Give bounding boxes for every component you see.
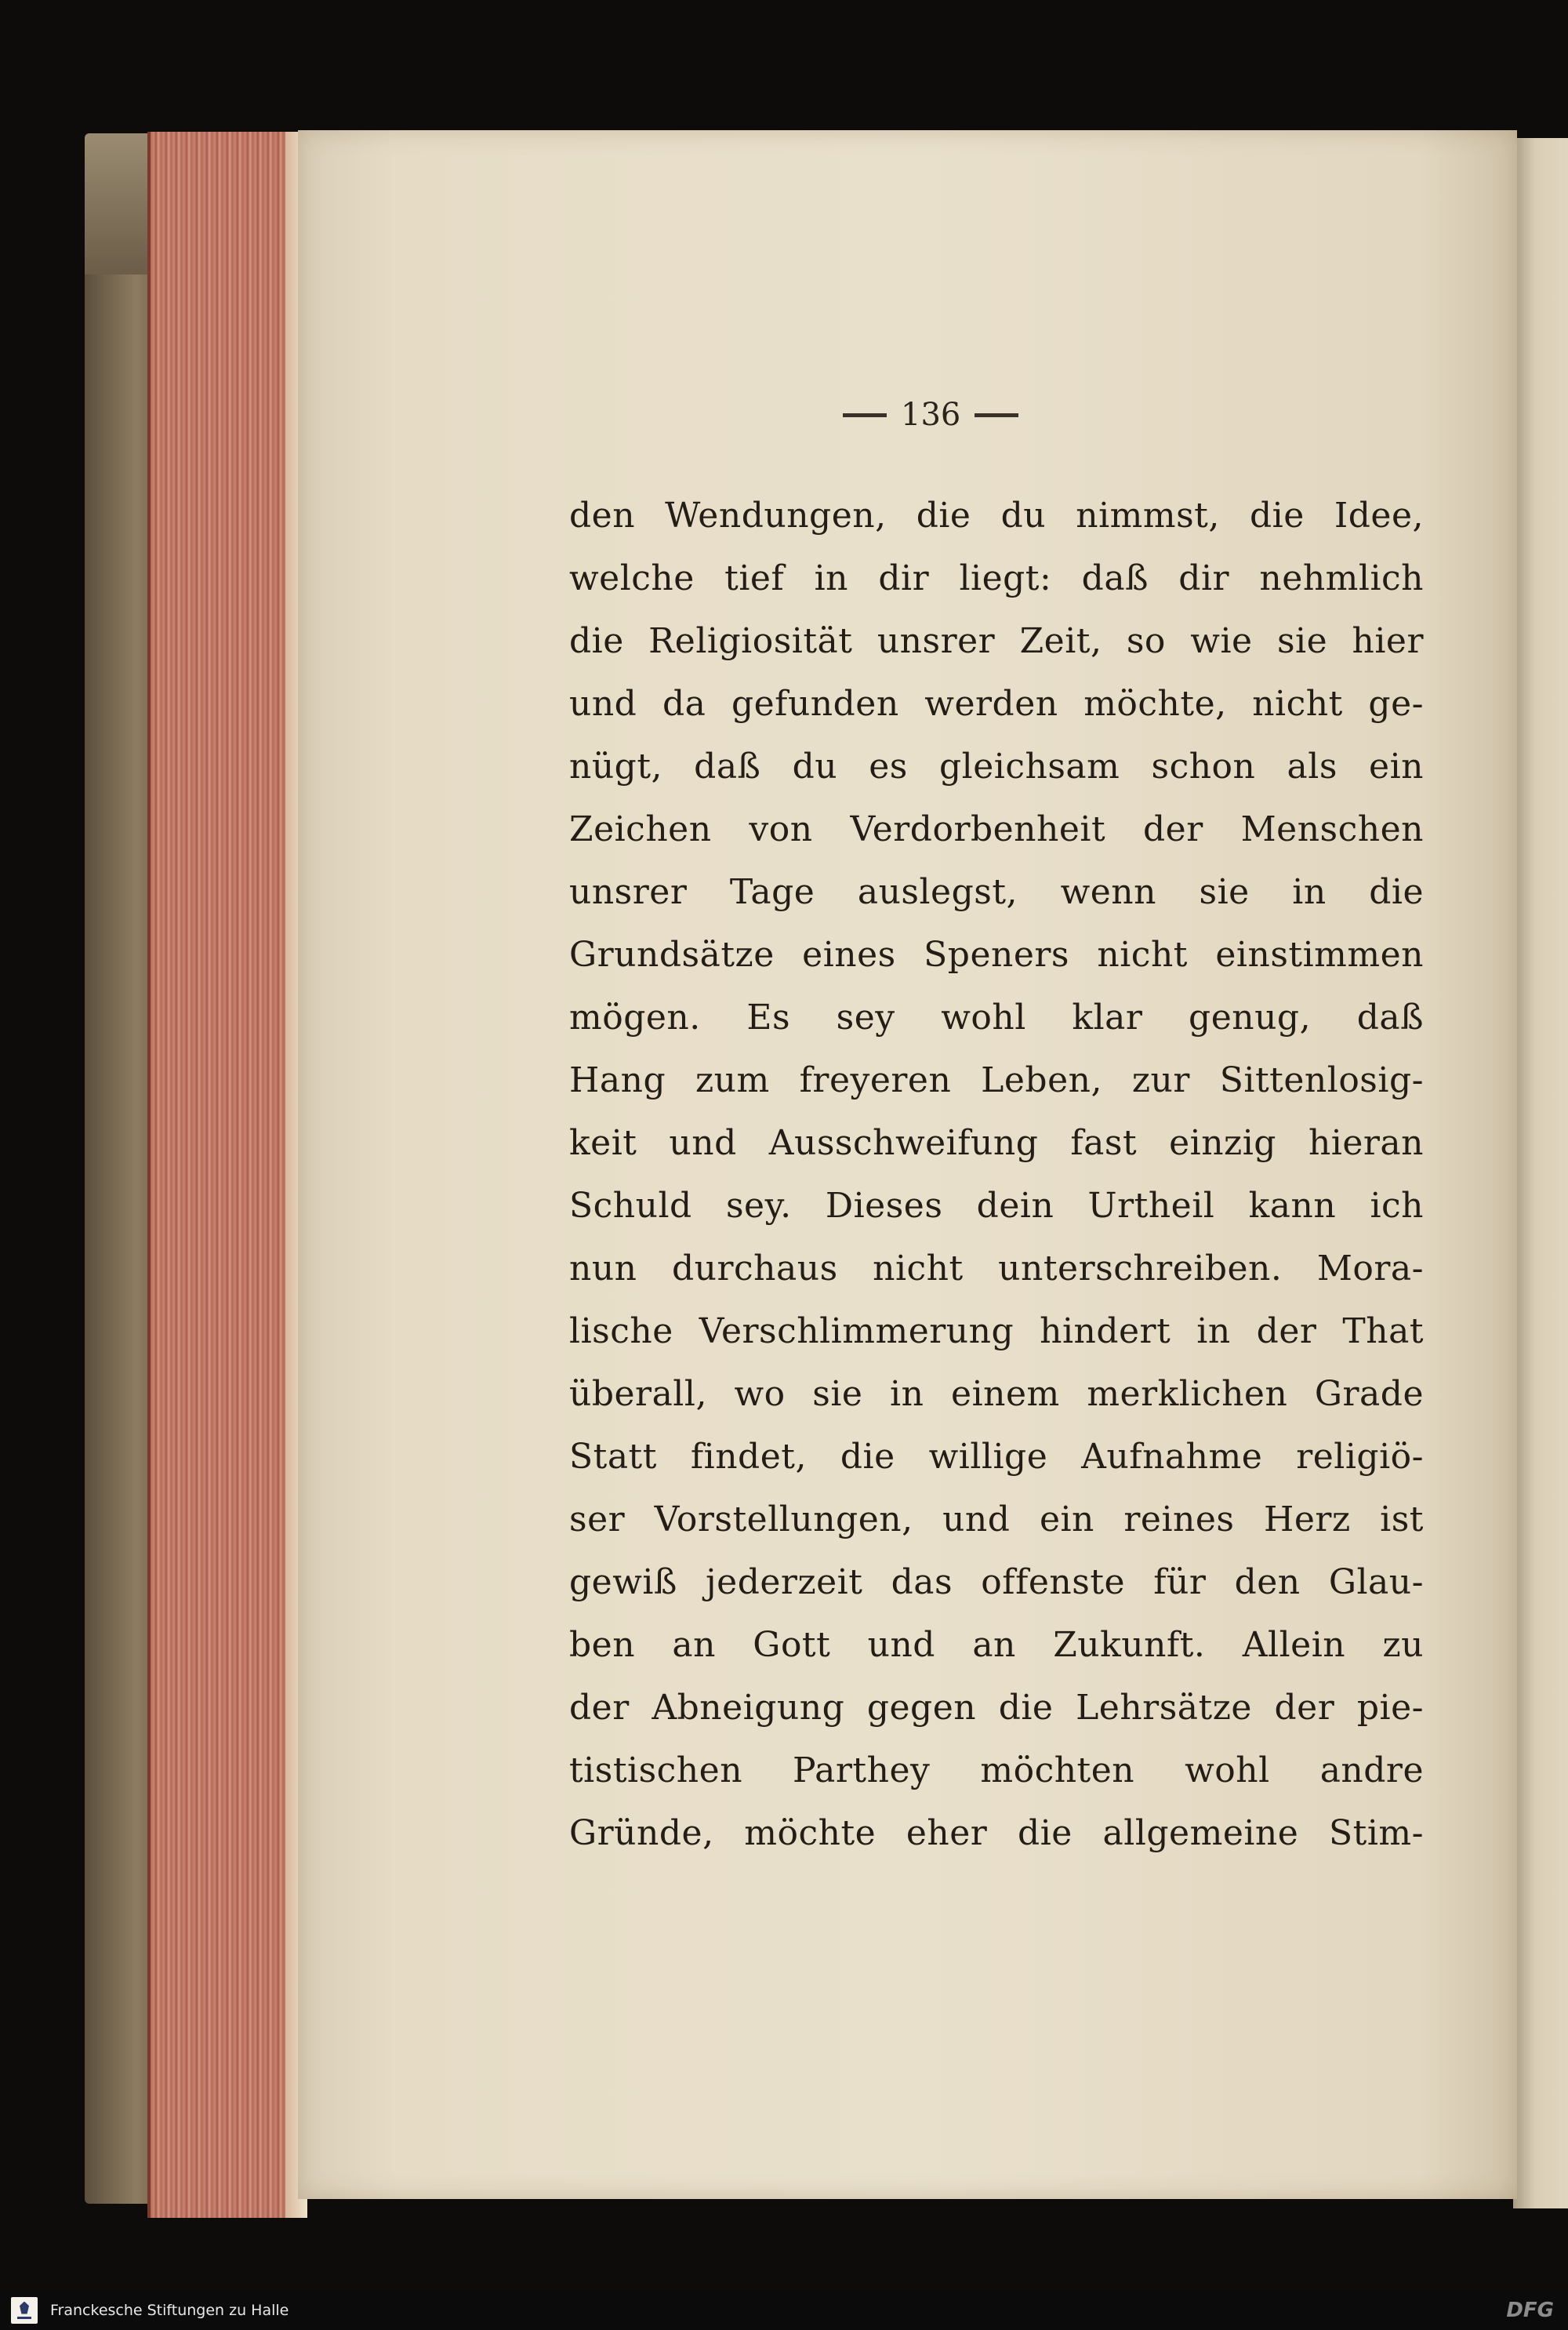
text-line: den Wendungen, die du nimmst, die Idee, (569, 496, 1424, 536)
text-line: Hang zum freyeren Leben, zur Sittenlosig- (569, 1060, 1424, 1100)
viewer-footer (0, 2290, 1568, 2330)
facing-page-edge (1513, 138, 1568, 2208)
page-number-value: 136 (901, 397, 961, 433)
text-line: unsrer Tage auslegst, wenn sie in die (569, 872, 1424, 912)
text-line: Grundsätze eines Speners nicht einstimmen (569, 935, 1424, 975)
book-page-edges (147, 132, 307, 2218)
text-line: Zeichen von Verdorbenheit der Menschen (569, 809, 1424, 849)
franckesche-stiftungen-logo-icon (11, 2297, 38, 2324)
text-line: Statt findet, die willige Aufnahme religiö- (569, 1437, 1424, 1477)
text-line: lische Verschlimmerung hindert in der That (569, 1311, 1424, 1351)
text-line: ser Vorstellungen, und ein reines Herz ist (569, 1499, 1424, 1539)
institution-name: Franckesche Stiftungen zu Halle (50, 2301, 289, 2319)
footer-institution (11, 2297, 289, 2324)
text-line: mögen. Es sey wohl klar genug, daß (569, 998, 1424, 1038)
text-line: der Abneigung gegen die Lehrsätze der pie- (569, 1688, 1424, 1728)
text-line: die Religiosität unsrer Zeit, so wie sie hier (569, 621, 1424, 661)
text-line: keit und Ausschweifung fast einzig hieran (569, 1123, 1424, 1163)
text-line: tistischen Parthey möchten wohl andre (569, 1750, 1424, 1790)
text-line: ben an Gott und an Zukunft. Allein zu (569, 1625, 1424, 1665)
text-line: nun durchaus nicht unterschreiben. Mora- (569, 1249, 1424, 1289)
text-line: Schuld sey. Dieses dein Urtheil kann ich (569, 1186, 1424, 1226)
dash-right (975, 413, 1018, 417)
text-line: und da gefunden werden möchte, nicht ge- (569, 684, 1424, 724)
body-text (569, 485, 1424, 1865)
text-line: Gründe, möchte eher die allgemeine Stim- (569, 1813, 1424, 1853)
page-number (843, 397, 1078, 433)
text-line: welche tief in dir liegt: daß dir nehmlich (569, 558, 1424, 598)
dash-left (843, 413, 887, 417)
text-line: nügt, daß du es gleichsam schon als ein (569, 747, 1424, 787)
text-line: gewiß jederzeit das offenste für den Glau- (569, 1562, 1424, 1602)
dfg-logo: DFG (1506, 2298, 1554, 2322)
text-line: überall, wo sie in einem merklichen Grade (569, 1374, 1424, 1414)
